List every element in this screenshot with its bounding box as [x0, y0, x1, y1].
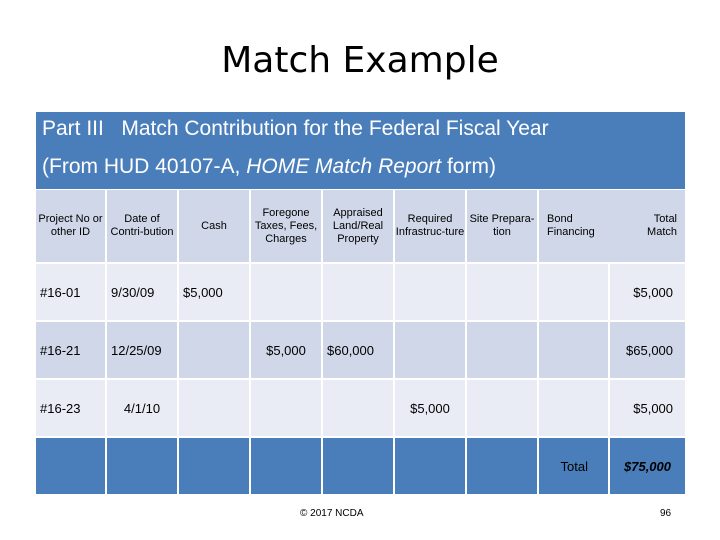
cell-total: $5,000: [609, 263, 685, 321]
cell-appraised: [322, 379, 394, 437]
cell-bond: [538, 321, 609, 379]
col-header-financing: Financing: [547, 226, 595, 238]
footer-copyright: © 2017 NCDA: [300, 508, 364, 519]
table-row: [36, 379, 685, 437]
section-header-band: [36, 112, 685, 189]
cell-infrastructure: [394, 321, 466, 379]
cell-project: #16-21: [36, 321, 106, 379]
col-header-appraised: Appraised Land/Real Property: [322, 190, 394, 263]
cell-infrastructure: $5,000: [394, 379, 466, 437]
col-header-infrastructure: Required Infrastruc-ture: [394, 190, 466, 263]
col-header-total: Total: [653, 213, 678, 225]
cell-site-prep: [466, 379, 538, 437]
cell-date: 4/1/10: [106, 379, 178, 437]
cell-bond: [538, 263, 609, 321]
cell-total: $5,000: [609, 379, 685, 437]
table-row: [36, 263, 685, 321]
total-empty-cell: [250, 437, 322, 495]
total-empty-cell: [36, 437, 106, 495]
slide-title: Match Example: [221, 40, 499, 81]
cell-bond: [538, 379, 609, 437]
cell-cash: [178, 379, 250, 437]
col-header-foregone: Foregone Taxes, Fees, Charges: [250, 190, 322, 263]
col-header-bond-total: [538, 190, 685, 263]
col-header-date: Date of Contri-bution: [106, 190, 178, 263]
total-empty-cell: [322, 437, 394, 495]
table-header-row: [36, 190, 685, 263]
col-header-cash: Cash: [178, 190, 250, 263]
cell-date: 12/25/09: [106, 321, 178, 379]
slide-number: 96: [660, 508, 672, 519]
cell-foregone: $5,000: [250, 321, 322, 379]
cell-project: #16-01: [36, 263, 106, 321]
cell-cash: [178, 321, 250, 379]
total-empty-cell: [106, 437, 178, 495]
cell-cash: $5,000: [178, 263, 250, 321]
col-header-bond: Bond: [547, 213, 573, 225]
cell-total: $65,000: [609, 321, 685, 379]
subtitle-suffix: form): [441, 155, 496, 178]
col-header-site-prep: Site Prepara-tion: [466, 190, 538, 263]
col-header-bond-total-row2: [539, 226, 685, 239]
total-empty-cell: [466, 437, 538, 495]
cell-date: 9/30/09: [106, 263, 178, 321]
table-total-row: [36, 437, 685, 495]
table-row: [36, 321, 685, 379]
cell-appraised: $60,000: [322, 321, 394, 379]
total-empty-cell: [178, 437, 250, 495]
cell-appraised: [322, 263, 394, 321]
cell-foregone: [250, 263, 322, 321]
col-header-match: Match: [647, 226, 678, 238]
cell-project: #16-23: [36, 379, 106, 437]
col-header-bond-total-row1: [539, 213, 685, 226]
total-empty-cell: [394, 437, 466, 495]
cell-site-prep: [466, 321, 538, 379]
total-value: $75,000: [609, 437, 685, 495]
total-label: Total: [538, 437, 609, 495]
section-header-title: Part III Match Contribution for the Federal Fiscal Year: [42, 117, 549, 140]
cell-foregone: [250, 379, 322, 437]
match-table: [36, 190, 685, 496]
col-header-project: Project No or other ID: [36, 190, 106, 263]
cell-site-prep: [466, 263, 538, 321]
subtitle-form-name: HOME Match Report: [246, 155, 442, 178]
section-header-subtitle: [42, 155, 496, 179]
cell-infrastructure: [394, 263, 466, 321]
subtitle-prefix: (From HUD 40107-A,: [42, 155, 247, 178]
